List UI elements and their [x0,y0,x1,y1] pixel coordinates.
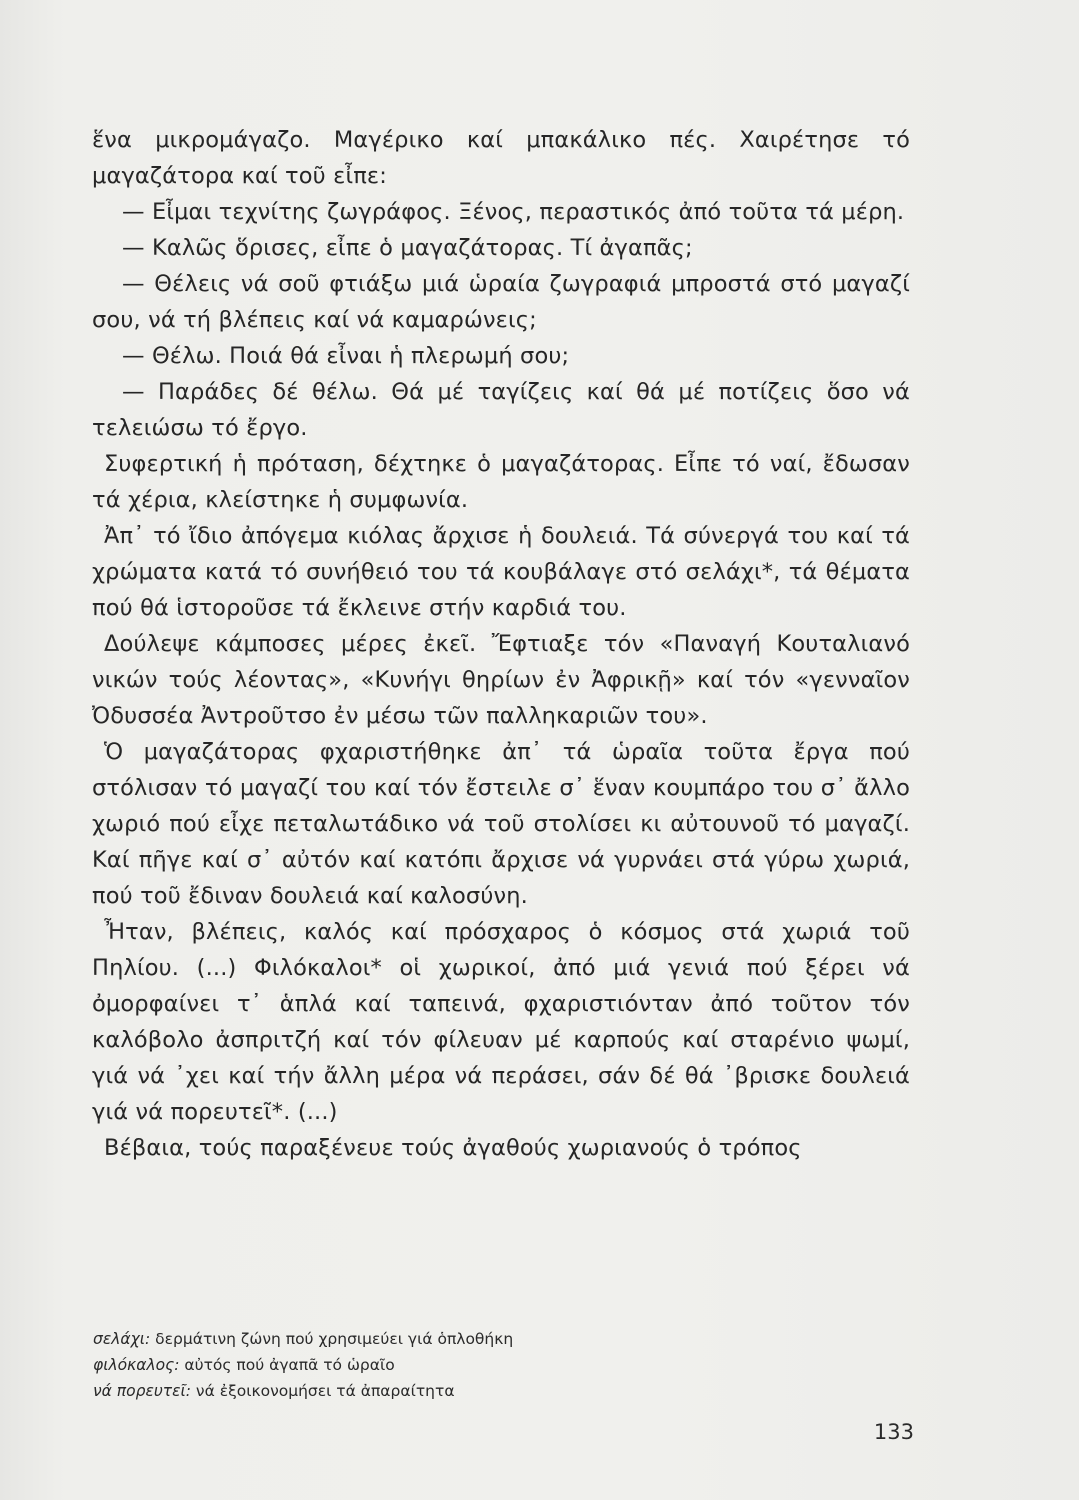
dialogue-line: — Θέλω. Ποιά θά εἶναι ἡ πλερωμή σου; [122,343,570,369]
paragraph: Ἀπ᾽ τό ἴδιο ἀπόγεμα κιόλας ἄρχισε ἡ δουλειά. Τά σύνεργά του καί τά χρώματα κατά τό συνήθειό του τά κουβάλαγε στό σελάχι*, τά θέματα πού θά ἱστοροῦσε τά ἔκλεινε στήν καρδιά του. [92,523,910,621]
paragraph: Ὁ μαγαζάτορας φχαριστήθηκε ἀπ᾽ τά ὡραῖα τοῦτα ἔργα πού στόλισαν τό μαγαζί του καί τόν ἔστειλε σ᾽ ἕναν κουμπάρο του σ᾽ ἄλλο χωριό πού εἶχε πεταλωτάδικο νά τοῦ στολίσει κι αὐτουνοῦ τό μαγαζί. Καί πῆγε καί σ᾽ αὐτόν καί κατόπι ἄρχισε νά γυρνάει στά γύρω χωριά, πού τοῦ ἔδιναν δουλειά καί καλοσύνη. [92,739,910,909]
dialogue-line: — Καλῶς ὅρισες, εἶπε ὁ μαγαζάτορας. Τί ἀγαπᾶς; [122,235,693,261]
paragraph: ἕνα μικρομάγαζο. Μαγέρικο καί μπακάλικο πές. Χαιρέτησε τό μαγαζάτορα καί τοῦ εἶπε: [92,127,910,189]
page-number: 133 [873,1420,914,1444]
footnote-definition: νά ἐξοικονομήσει τά ἀπαραίτητα [190,1382,455,1400]
footnote-definition: δερμάτινη ζώνη πού χρησιμεύει γιά ὁπλοθήκη [150,1330,514,1348]
paragraph: Ἦταν, βλέπεις, καλός καί πρόσχαρος ὁ κόσμος στά χωριά τοῦ Πηλίου. (...) Φιλόκαλοι* οἱ χωρικοί, ἀπό μιά γενιά πού ξέρει νά ὀμορφαίνει τ᾽ ἁπλά καί ταπεινά, φχαριστιόνταν ἀπό τοῦτον τόν καλόβολο ἀσπριτζή καί τόν φίλευαν μέ καρπούς καί σταρένιο ψωμί, γιά νά ᾽χει καί τήν ἄλλη μέρα νά περάσει, σάν δέ θά ᾽βρισκε δουλειά γιά νά πορευτεῖ*. (...) [92,919,910,1125]
dialogue-line: — Θέλεις νά σοῦ φτιάξω μιά ὡραία ζωγραφιά μπροστά στό μαγαζί σου, νά τή βλέπεις καί νά καμαρώνεις; [92,271,910,333]
paragraph: Δούλεψε κάμποσες μέρες ἐκεῖ. Ἔφτιαξε τόν «Παναγή Κουταλιανό νικών τούς λέοντας», «Κυνήγι θηρίων ἐν Ἀφρικῇ» καί τόν «γενναῖον Ὀδυσσέα Ἀντροῦτσο ἐν μέσω τῶν παλληκαριῶν του». [92,631,910,729]
body-text [92,122,910,1166]
footnote [93,1326,793,1352]
footnote-definition: αὐτός πού ἀγαπᾶ τό ὡραῖο [179,1356,395,1374]
paragraph: Συφερτική ἡ πρόταση, δέχτηκε ὁ μαγαζάτορας. Εἶπε τό ναί, ἔδωσαν τά χέρια, κλείστηκε ἡ συμφωνία. [92,451,910,513]
footnote [93,1352,793,1378]
paragraph: Βέβαια, τούς παραξένευε τούς ἀγαθούς χωριανούς ὁ τρόπος [104,1135,802,1161]
footnote [93,1378,793,1404]
footnote-term: σελάχι: [93,1330,151,1348]
dialogue-line: — Παράδες δέ θέλω. Θά μέ ταγίζεις καί θά μέ ποτίζεις ὅσο νά τελειώσω τό ἔργο. [92,379,910,441]
footnote-term: νά πορευτεῖ: [93,1382,191,1400]
dialogue-line: — Εἶμαι τεχνίτης ζωγράφος. Ξένος, περαστικός ἀπό τοῦτα τά μέρη. [122,199,905,225]
footnotes [93,1326,793,1404]
footnote-term: φιλόκαλος: [93,1356,180,1374]
